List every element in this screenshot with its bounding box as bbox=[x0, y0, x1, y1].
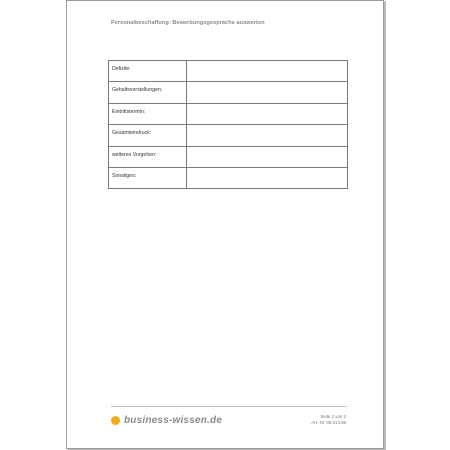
form-label-cell bbox=[109, 125, 187, 146]
table-row bbox=[109, 146, 348, 167]
evaluation-form-table bbox=[108, 60, 348, 189]
form-label: Gehaltsvorstellungen: bbox=[112, 87, 163, 94]
article-number: Art.-Nr. 09.014.06 bbox=[311, 420, 346, 425]
document-title: Personalbeschaffung: Bewerbungsgespräche auswerten bbox=[111, 20, 265, 26]
brand-dot-icon bbox=[111, 416, 120, 425]
form-label-cell bbox=[109, 146, 187, 167]
document-page bbox=[66, 0, 384, 449]
table-row bbox=[109, 103, 348, 124]
footer-divider bbox=[111, 406, 347, 407]
form-label-cell bbox=[109, 82, 187, 103]
form-label-cell bbox=[109, 103, 187, 124]
form-label: Gesamteindruck: bbox=[112, 130, 152, 137]
form-value-cell[interactable] bbox=[187, 125, 348, 146]
form-value-cell[interactable] bbox=[187, 167, 348, 188]
table-row bbox=[109, 82, 348, 103]
form-value-cell[interactable] bbox=[187, 103, 348, 124]
table-row bbox=[109, 125, 348, 146]
form-label-cell bbox=[109, 167, 187, 188]
table-row bbox=[109, 61, 348, 82]
form-label: weiteres Vorgehen: bbox=[112, 151, 157, 158]
brand-name: business-wissen.de bbox=[124, 415, 223, 426]
form-label: Sonstiges: bbox=[112, 172, 137, 179]
form-label-cell bbox=[109, 61, 187, 82]
form-value-cell[interactable] bbox=[187, 82, 348, 103]
page-info bbox=[311, 414, 346, 426]
form-value-cell[interactable] bbox=[187, 146, 348, 167]
form-label: Defizite: bbox=[112, 66, 131, 72]
form-label: Eintrittstermin: bbox=[112, 108, 146, 115]
table-row bbox=[109, 167, 348, 188]
form-value-cell[interactable] bbox=[187, 61, 348, 82]
brand-logo bbox=[111, 415, 222, 426]
page-number: Seite 2 von 2 bbox=[320, 414, 346, 419]
